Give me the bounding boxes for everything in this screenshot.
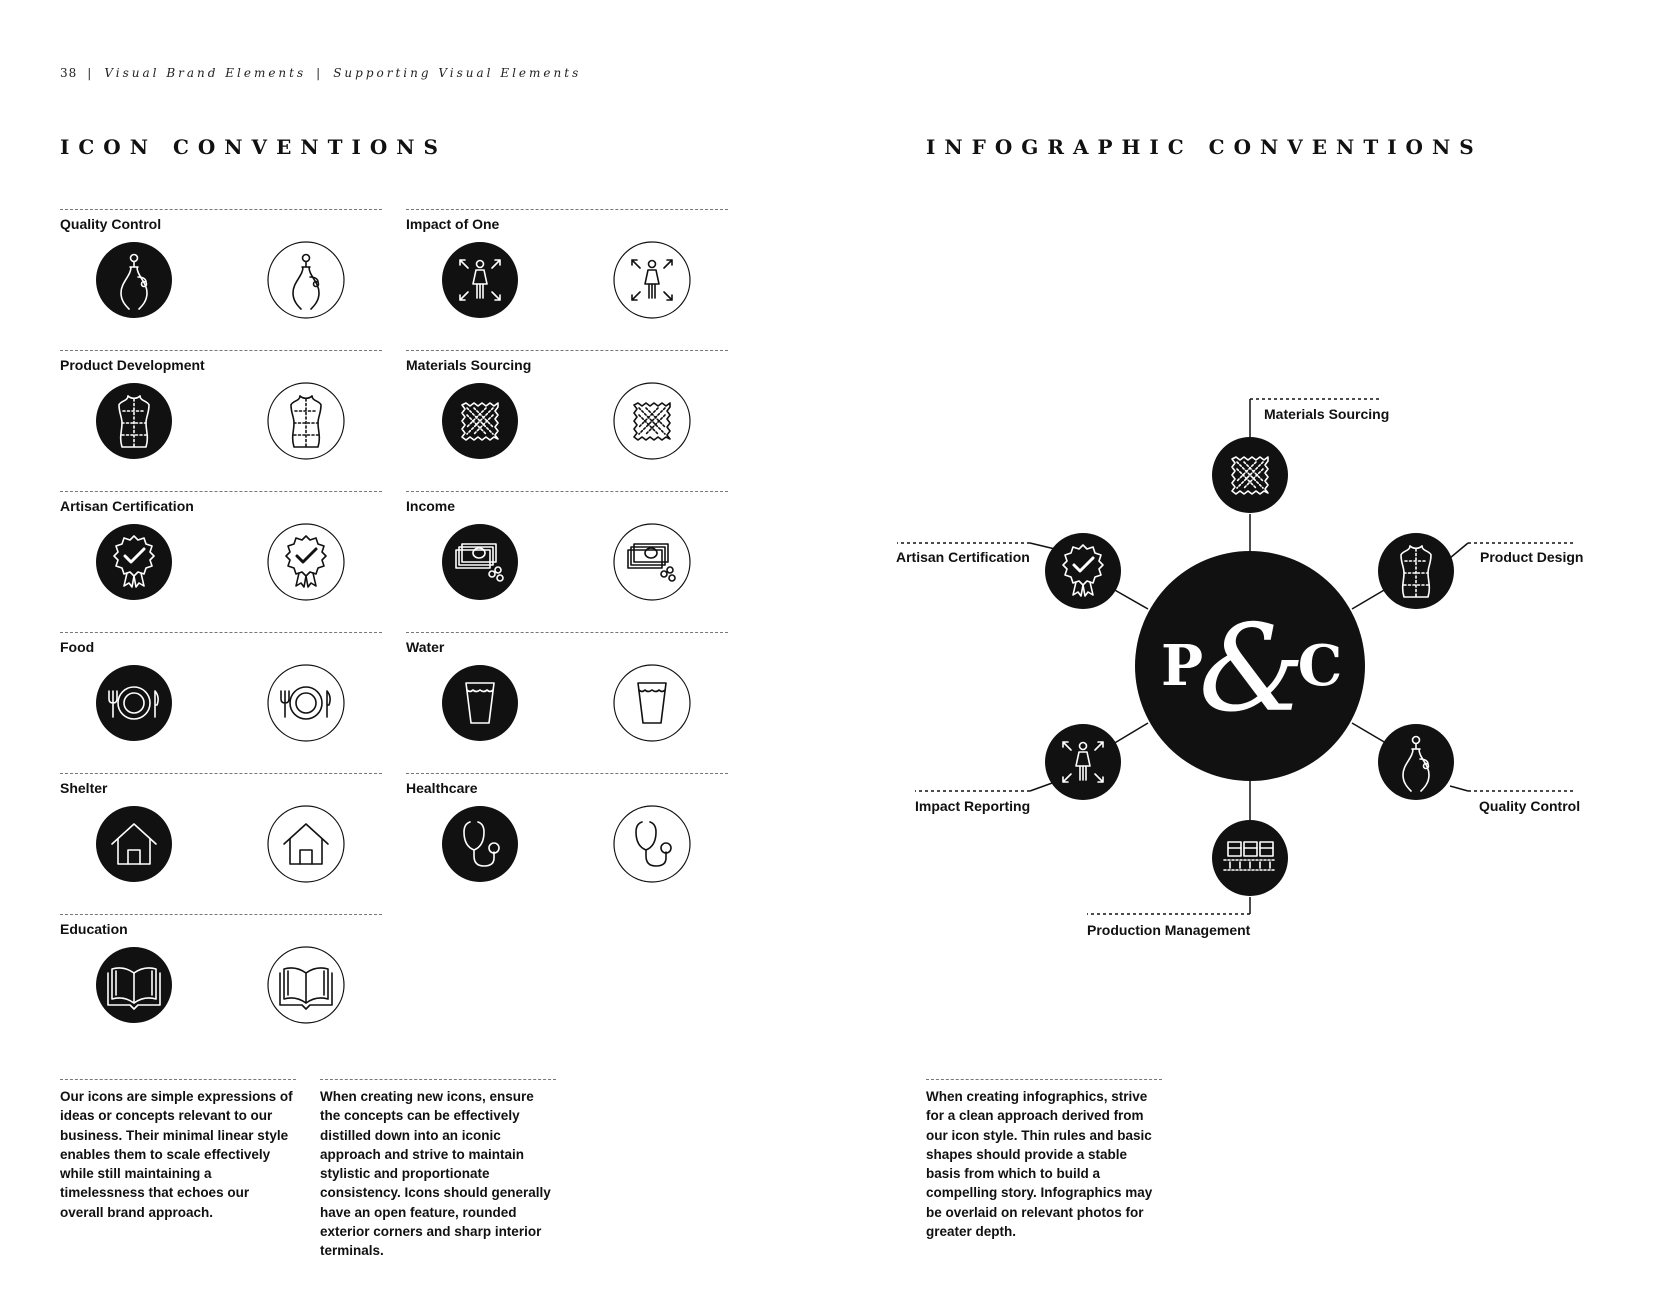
icon-conventions-paragraph-1: Our icons are simple expressions of ideas or concepts relevant to our business. Their minimal linear style enables them to scale effectively while still maintaining a timelessness that echoes our overall brand approach. [60, 1079, 296, 1222]
icon-cell-impact-of-one [406, 209, 728, 348]
subsection-name: Supporting Visual Elements [333, 66, 582, 80]
icon-conventions-title: ICON CONVENTIONS [60, 135, 447, 159]
icon-cell-product-development [60, 350, 382, 489]
node-artisan-certification [1045, 533, 1121, 609]
money-bills-icon-filled [440, 522, 520, 602]
open-book-icon-outline [266, 945, 346, 1025]
icon-label: Quality Control [60, 216, 162, 232]
house-icon-filled [94, 804, 174, 884]
infographic-diagram [880, 380, 1600, 960]
callout-impact-reporting [1030, 782, 1055, 791]
page-number: 38 [60, 66, 78, 80]
icon-label: Impact of One [406, 216, 500, 232]
certification-badge-icon-outline [266, 522, 346, 602]
certification-badge-icon-filled [94, 522, 174, 602]
icon-cell-quality-control [60, 209, 382, 348]
icon-conventions-paragraph-2: When creating new icons, ensure the concepts can be effectively distilled down into an iconic approach and strive to maintain stylistic and proportionate consistency. Icons should generally have an open feature, rounded exterior corners and sharp interior terminals. [320, 1079, 556, 1261]
torso-mannequin-icon-filled [94, 381, 174, 461]
torso-mannequin-icon-outline [266, 381, 346, 461]
water-glass-icon-filled [440, 663, 520, 743]
label-materials-sourcing: Materials Sourcing [1264, 406, 1390, 422]
icon-label: Product Development [60, 357, 205, 373]
label-impact-reporting: Impact Reporting [915, 798, 1031, 814]
dress-form-icon-outline [266, 240, 346, 320]
open-book-icon-filled [94, 945, 174, 1025]
fabric-swatch-icon-filled [440, 381, 520, 461]
icon-cell-income [406, 491, 728, 630]
money-bills-icon-outline [612, 522, 692, 602]
running-head: 38 | Visual Brand Elements | Supporting Visual Elements [60, 66, 582, 80]
infographic-conventions-paragraph: When creating infographics, strive for a clean approach derived from our icon style. Thin rules and basic shapes should provide a stable basis from which to build a compelling story. Infographics may be overlaid on relevant photos for greater depth. [926, 1079, 1162, 1241]
label-quality-control: Quality Control [1479, 798, 1581, 814]
icon-label: Food [60, 639, 95, 655]
water-glass-icon-outline [612, 663, 692, 743]
node-quality-control [1378, 724, 1454, 800]
icon-cell-education [60, 914, 382, 1053]
label-artisan-certification: Artisan Certification [896, 549, 1030, 565]
label-production-management: Production Management [1087, 922, 1251, 938]
dress-form-icon-filled [94, 240, 174, 320]
icon-cell-shelter [60, 773, 382, 912]
logo-letter-c: C [1297, 633, 1343, 699]
stethoscope-icon-filled [440, 804, 520, 884]
person-arrows-icon-outline [612, 240, 692, 320]
icon-label: Income [406, 498, 456, 514]
person-arrows-icon-filled [440, 240, 520, 320]
icon-cell-healthcare [406, 773, 728, 912]
icon-cell-materials-sourcing [406, 350, 728, 489]
icon-cell-water [406, 632, 728, 771]
icon-label: Artisan Certification [60, 498, 194, 514]
fabric-swatch-icon-outline [612, 381, 692, 461]
connector-impact-reporting [1113, 723, 1148, 744]
plate-fork-knife-icon-filled [94, 663, 174, 743]
icon-label: Materials Sourcing [406, 357, 532, 373]
logo-ampersand: & [1198, 600, 1306, 739]
logo-letter-p: P [1160, 633, 1204, 699]
node-impact-reporting [1045, 724, 1121, 800]
icon-label: Healthcare [406, 780, 478, 796]
icon-cell-artisan-certification [60, 491, 382, 630]
callout-product-design [1450, 543, 1468, 558]
house-icon-outline [266, 804, 346, 884]
node-materials-sourcing [1212, 437, 1288, 513]
callout-quality-control [1450, 786, 1468, 791]
plate-fork-knife-icon-outline [266, 663, 346, 743]
icon-label: Water [406, 639, 445, 655]
stethoscope-icon-outline [612, 804, 692, 884]
connector-artisan-certification [1113, 589, 1148, 609]
section-name: Visual Brand Elements [104, 66, 307, 80]
icon-label: Shelter [60, 780, 108, 796]
icon-cell-food [60, 632, 382, 771]
infographic-conventions-title: INFOGRAPHIC CONVENTIONS [926, 135, 1483, 159]
node-production-management [1212, 820, 1288, 896]
node-product-design [1378, 533, 1454, 609]
callout-artisan-certification [1030, 543, 1055, 549]
label-product-design: Product Design [1480, 549, 1584, 565]
icon-label: Education [60, 921, 128, 937]
